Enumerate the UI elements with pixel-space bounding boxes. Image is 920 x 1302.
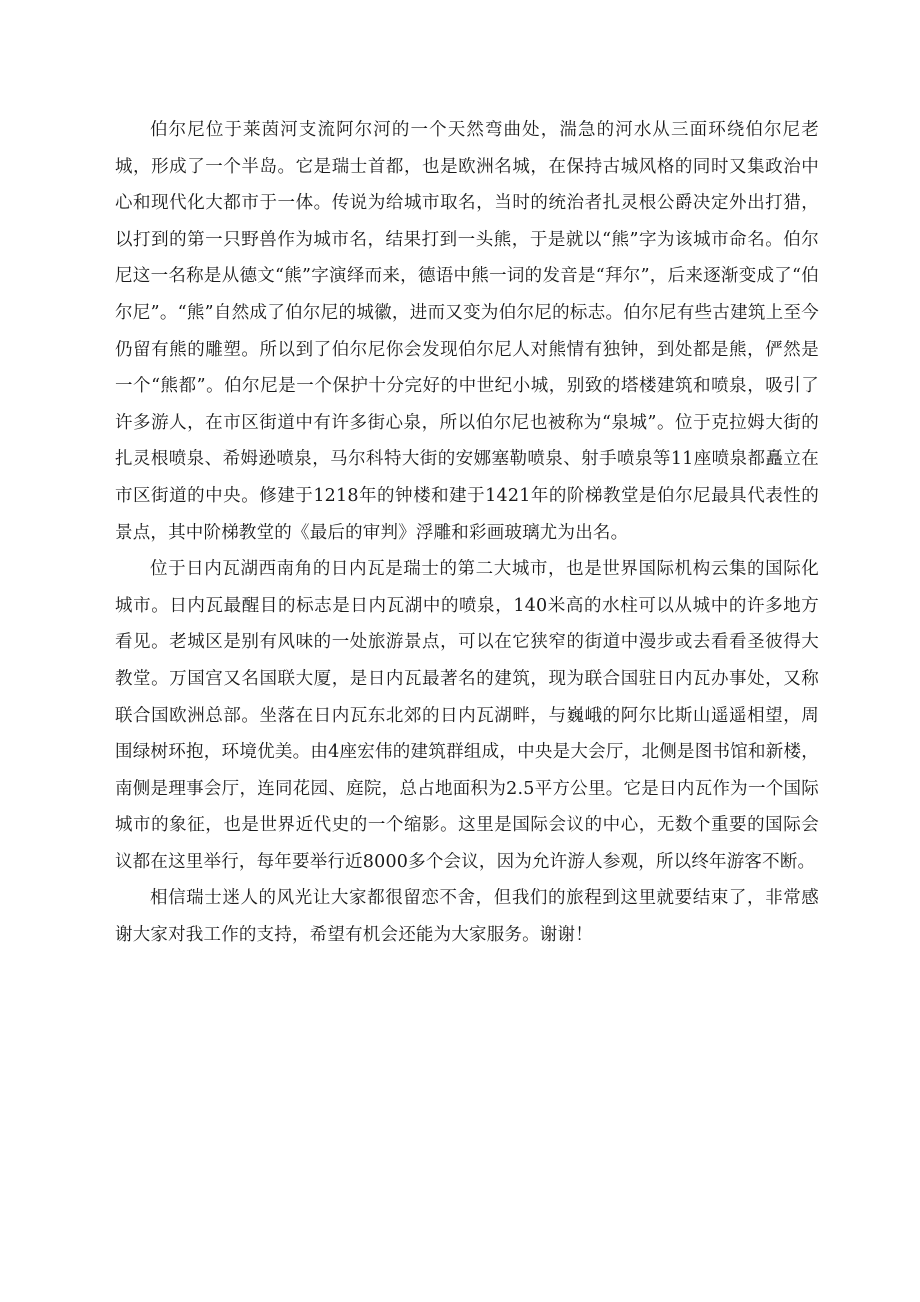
document-body	[115, 112, 819, 954]
paragraph-geneva: 位于日内瓦湖西南角的日内瓦是瑞士的第二大城市，也是世界国际机构云集的国际化城市。日内瓦最醒目的标志是日内瓦湖中的喷泉，140米高的水柱可以从城中的许多地方看见。老城区是别有风味的一处旅游景点，可以在它狭窄的街道中漫步或去看看圣彼得大教堂。万国宫又名国联大厦，是日内瓦最著名的建筑，现为联合国驻日内瓦办事处，又称联合国欧洲总部。坐落在日内瓦东北郊的日内瓦湖畔，与巍峨的阿尔比斯山遥遥相望，周围绿树环抱，环境优美。由4座宏伟的建筑群组成，中央是大会厅，北侧是图书馆和新楼，南侧是理事会厅，连同花园、庭院，总占地面积为2.5平方公里。它是日内瓦作为一个国际城市的象征，也是世界近代史的一个缩影。这里是国际会议的中心，无数个重要的国际会议都在这里举行，每年要举行近8000多个会议，因为允许游人参观，所以终年游客不断。	[115, 559, 819, 872]
paragraph-closing: 相信瑞士迷人的风光让大家都很留恋不舍，但我们的旅程到这里就要结束了，非常感谢大家对我工作的支持，希望有机会还能为大家服务。谢谢！	[115, 888, 819, 946]
paragraph-bern: 伯尔尼位于莱茵河支流阿尔河的一个天然弯曲处，湍急的河水从三面环绕伯尔尼老城，形成了一个半岛。它是瑞士首都，也是欧洲名城，在保持古城风格的同时又集政治中心和现代化大都市于一体。传说为给城市取名，当时的统治者扎灵根公爵决定外出打猎，以打到的第一只野兽作为城市名，结果打到一头熊，于是就以“熊”字为该城市命名。伯尔尼这一名称是从德文“熊”字演绎而来，德语中熊一词的发音是“拜尔”，后来逐渐变成了“伯尔尼”。“熊”自然成了伯尔尼的城徽，进而又变为伯尔尼的标志。伯尔尼有些古建筑上至今仍留有熊的雕塑。所以到了伯尔尼你会发现伯尔尼人对熊情有独钟，到处都是熊，俨然是一个“熊都”。伯尔尼是一个保护十分完好的中世纪小城，别致的塔楼建筑和喷泉，吸引了许多游人，在市区街道中有许多街心泉，所以伯尔尼也被称为“泉城”。位于克拉姆大街的扎灵根喷泉、希姆逊喷泉，马尔科特大街的安娜塞勒喷泉、射手喷泉等11座喷泉都矗立在市区街道的中央。修建于1218年的钟楼和建于1421年的阶梯教堂是伯尔尼最具代表性的景点，其中阶梯教堂的《最后的审判》浮雕和彩画玻璃尤为出名。	[115, 120, 819, 543]
